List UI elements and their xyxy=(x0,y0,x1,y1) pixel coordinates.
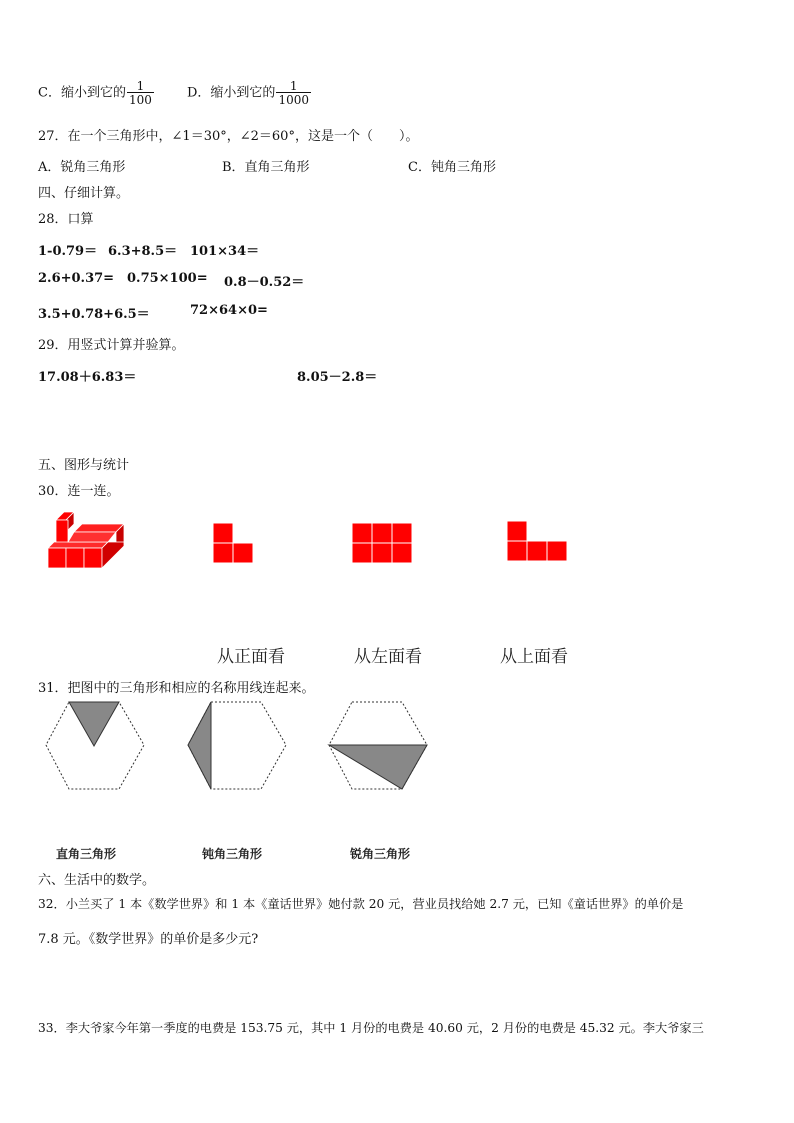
q28-item: 0.8－0.52＝ xyxy=(224,275,305,290)
fraction-numerator: 1 xyxy=(289,79,298,93)
q30-title: 30．连一连。 xyxy=(38,484,120,499)
q28-item: 0.75×100= xyxy=(127,271,208,286)
fraction-denominator: 100 xyxy=(128,93,152,107)
q26-option-d-label: D．缩小到它的 xyxy=(187,85,276,101)
hexagon-figure-2 xyxy=(186,700,288,792)
q32-text-line1: 32．小兰买了 1 本《数学世界》和 1 本《童话世界》她付款 20 元，营业员找给她 2.7 元，已知《童话世界》的单价是 xyxy=(38,897,684,911)
q26-option-d xyxy=(187,80,311,106)
q27-stem: 27．在一个三角形中，∠1＝30°，∠2＝60°，这是一个（ ）。 xyxy=(38,129,419,144)
q28-item: 101×34＝ xyxy=(190,244,260,259)
q26-option-c-label: C．缩小到它的 xyxy=(38,85,126,101)
section4-title: 四、仔细计算。 xyxy=(38,186,130,201)
section6-title: 六、生活中的数学。 xyxy=(38,873,156,888)
view-label-top: 从上面看 xyxy=(500,647,568,667)
q32-text-line2: 7.8 元。《数学世界》的单价是多少元? xyxy=(38,932,259,947)
view-label-left: 从左面看 xyxy=(354,647,422,667)
q26-option-d-fraction xyxy=(276,80,311,106)
shaded-triangle xyxy=(188,702,211,789)
q28-item: 6.3+8.5＝ xyxy=(108,244,178,259)
q26-option-c xyxy=(38,80,154,106)
q29-title: 29．用竖式计算并验算。 xyxy=(38,338,185,353)
q28-item: 1-0.79＝ xyxy=(38,244,98,259)
view-shape-grid xyxy=(352,523,413,564)
q27-option-b: B．直角三角形 xyxy=(222,160,310,175)
q33-text-line1: 33．李大爷家今年第一季度的电费是 153.75 元，其中 1 月份的电费是 40.60 元，2 月份的电费是 45.32 元。李大爷家三 xyxy=(38,1021,704,1035)
hexagon-figure-3 xyxy=(327,700,429,792)
section5-title: 五、图形与统计 xyxy=(38,458,130,473)
shaded-triangle xyxy=(329,745,427,789)
view-shape-l-tall xyxy=(213,523,255,565)
shaded-triangle xyxy=(69,702,119,746)
q28-title: 28．口算 xyxy=(38,212,94,227)
triangle-label-obtuse: 钝角三角形 xyxy=(202,847,263,861)
view-label-front: 从正面看 xyxy=(217,647,285,667)
q29-item: 8.05－2.8＝ xyxy=(297,370,378,385)
fraction-denominator: 1000 xyxy=(278,93,309,107)
q27-option-a: A．锐角三角形 xyxy=(38,160,126,175)
q28-item: 3.5+0.78+6.5＝ xyxy=(38,307,150,322)
fraction-numerator: 1 xyxy=(136,79,145,93)
q28-item: 72×64×0= xyxy=(190,303,268,318)
q26-option-c-fraction xyxy=(127,80,154,106)
q29-item: 17.08＋6.83＝ xyxy=(38,370,137,385)
q28-item: 2.6+0.37= xyxy=(38,271,115,286)
triangle-label-acute: 锐角三角形 xyxy=(350,847,411,861)
hexagon-figure-1 xyxy=(44,700,146,792)
q31-title: 31．把图中的三角形和相应的名称用线连起来。 xyxy=(38,681,315,696)
triangle-label-right: 直角三角形 xyxy=(56,847,117,861)
view-shape-l-wide xyxy=(507,521,569,563)
cube-solid-figure xyxy=(44,509,128,573)
q27-option-c: C．钝角三角形 xyxy=(408,160,496,175)
